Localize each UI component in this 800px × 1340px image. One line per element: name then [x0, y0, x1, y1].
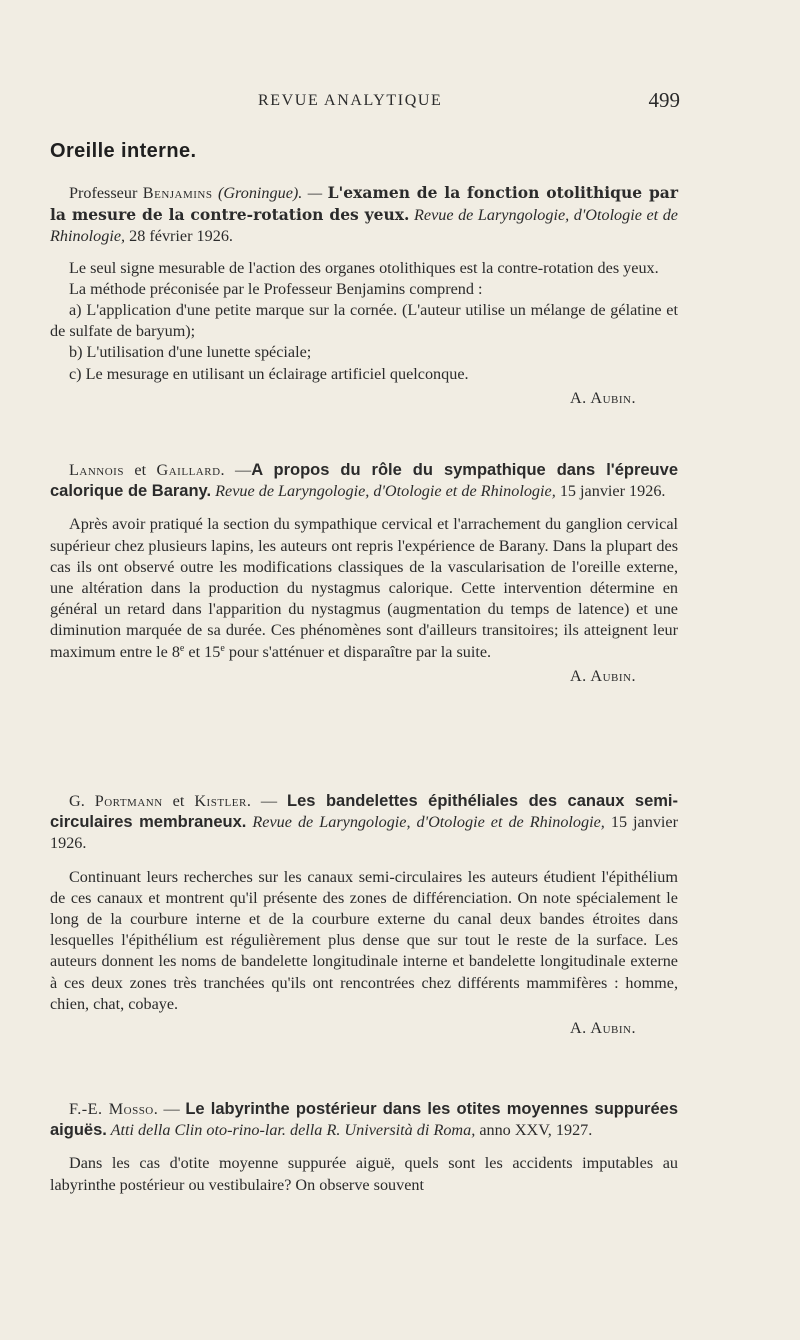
page-number: 499 [648, 88, 680, 112]
paragraph: Le seul signe mesurable de l'action des organes otolithiques est la contre-rotation des yeux. [69, 258, 659, 277]
journal-name: Revue de Laryngologie, d'Otologie et de Rhinologie, [50, 206, 678, 246]
author: Portmann [94, 792, 163, 810]
signature: A. Aubin. [569, 388, 636, 407]
article-title: L'examen de la fonction otolithique par la mesure de la contre-rotation des yeux. [50, 183, 678, 225]
author: Benjamins [142, 184, 213, 202]
separator: . — [246, 792, 288, 810]
superscript: e [179, 642, 185, 654]
citation [50, 791, 678, 855]
paragraph-text: Après avoir pratiqué la section du sympathique cervical et l'arrachement du ganglion cervical supérieur chez plusieurs lapins, les auteurs ont repris l'expérience de Barany. Dans la plupart des cas ils ont observé outre les modifications classiques de la vascularisation de l'oreille externe, une altération dans la production du nystagmus calorique. Cette intervention détermine en général un retard dans l'apparition du nystagmus (augmentation du temps de latence) et une diminution marquée de sa durée. Ces phénomènes sont d'ailleurs transitoires; ils atteignent leur maximum entre le 8 [50, 515, 678, 661]
signature: A. Aubin. [569, 1019, 636, 1038]
journal-name: Revue de Laryngologie, d'Otologie et de Rhinologie, [246, 813, 605, 832]
paragraph: Dans les cas d'otite moyenne suppurée aiguë, quels sont les accidents imputables au labyrinthe postérieur ou vestibulaire? On observe souvent [50, 1154, 678, 1194]
author-prefix: Professeur [69, 184, 143, 202]
list-item-a: a) L'application d'une petite marque sur la cornée. (L'auteur utilise un mélange de gélatine et de sulfate de baryum); [50, 301, 678, 341]
conjunction: et [162, 792, 195, 810]
journal-name: Atti della Clin oto-rino-lar. della R. Università di Roma, [106, 1121, 476, 1140]
paragraph [50, 514, 678, 662]
author: Gaillard [156, 461, 221, 479]
publication-date: anno XXV, 1927. [475, 1121, 593, 1140]
paragraph: La méthode préconisée par le Professeur Benjamins comprend : [69, 279, 483, 298]
article-lannois-gaillard [50, 460, 678, 687]
running-title: REVUE ANALYTIQUE [258, 92, 443, 109]
author: Kistler [194, 792, 247, 810]
article-title: A propos du rôle du sympathique dans l'épreuve calorique de Barany. [50, 461, 678, 501]
section-title: Oreille interne. [50, 140, 197, 162]
paragraph: Continuant leurs recherches sur les canaux semi-circulaires les auteurs étudient l'épithélium de ces canaux et montrent qu'il présente des zones de différenciation. On note spécialement le long de la courbure interne et de la courbure externe du canal deux bandes étroites dans lesquelles l'épithélium est régulièrement plus dense que sur tout le reste de la surface. Les auteurs donnent les noms de bandelette longitudinale interne et bandelette longitudinale externe à ces deux zones très tranchées qu'ils ont rencontrées chez différents mammifères : homme, chien, chat, cobaye. [50, 867, 678, 1013]
conjunction: et [123, 461, 157, 479]
author: Lannois [69, 461, 124, 479]
separator: . — [153, 1100, 186, 1118]
article-mosso [50, 1099, 678, 1196]
list-item-b: b) L'utilisation d'une lunette spéciale; [69, 343, 312, 362]
author-location: (Groningue). — [212, 184, 328, 202]
journal-name: Revue de Laryngologie, d'Otologie et de Rhinologie, [211, 482, 556, 501]
article-benjamins [50, 182, 678, 409]
publication-date: 28 février 1926. [125, 227, 233, 246]
list-item-c: c) Le mesurage en utilisant un éclairage artificiel quelconque. [69, 364, 469, 383]
author: F.-E. Mosso [69, 1100, 154, 1118]
publication-date: 15 janvier 1926. [50, 813, 678, 853]
running-head [50, 88, 680, 118]
separator: . — [220, 461, 252, 479]
citation [50, 1099, 678, 1141]
paragraph-text: et 15 [184, 642, 221, 661]
article-title: Les bandelettes épithéliales des canaux semi-circulaires membraneux. [50, 792, 678, 832]
signature: A. Aubin. [569, 666, 636, 685]
superscript: e [220, 642, 225, 654]
citation [50, 182, 678, 248]
paragraph-text: pour s'atténuer et disparaître par la suite. [224, 642, 492, 661]
publication-date: 15 janvier 1926. [555, 482, 666, 501]
author-initial: G. [69, 792, 95, 810]
citation [50, 460, 678, 502]
article-title: Le labyrinthe postérieur dans les otites moyennes suppurées aiguës. [50, 1100, 678, 1140]
article-portmann-kistler [50, 791, 678, 1039]
